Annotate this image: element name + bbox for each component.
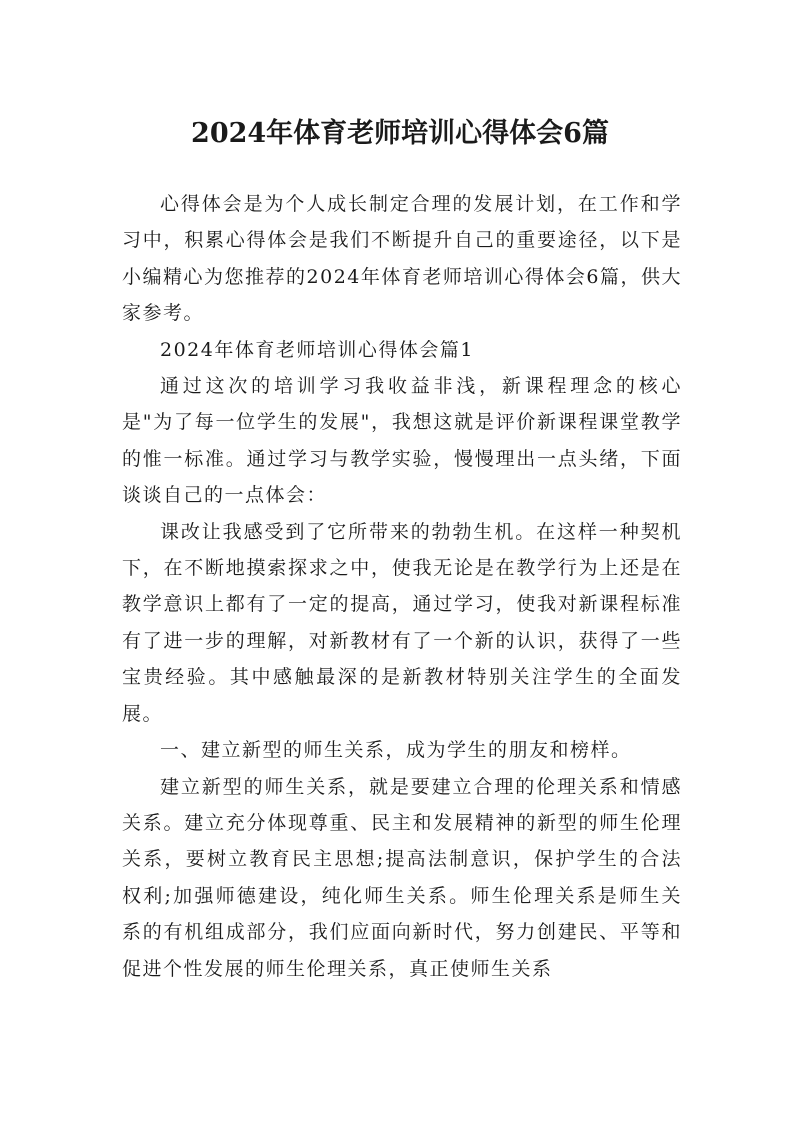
document-title: 2024年体育老师培训心得体会6篇 [191, 118, 609, 150]
paragraph-intro: 心得体会是为个人成长制定合理的发展计划，在工作和学习中，积累心得体会是我们不断提升自己的重要途径，以下是小编精心为您推荐的2024年体育老师培训心得体会6篇，供大家参考。 [122, 193, 682, 325]
subheading-teacher-student-relationship: 一、建立新型的师生关系，成为学生的朋友和榜样。 [160, 739, 632, 762]
paragraph-training-reflection: 通过这次的培训学习我收益非浅，新课程理念的核心是"为了每一位学生的发展"，我想这就是评价新课程课堂教学的惟一标准。通过学习与教学实验，慢慢理出一点头绪，下面谈谈自己的一点体会： [122, 375, 682, 507]
paragraph-teacher-student-relationship: 建立新型的师生关系，就是要建立合理的伦理关系和情感关系。建立充分体现尊重、民主和发展精神的新型的师生伦理关系，要树立教育民主思想;提高法制意识，保护学生的合法权利;加强师德建设，纯化师生关系。师生伦理关系是师生关系的有机组成部分，我们应面向新时代，努力创建民、平等和促进个性发展的师生伦理关系，真正使师生关系 [122, 775, 682, 980]
paragraph-curriculum-reform: 课改让我感受到了它所带来的勃勃生机。在这样一种契机下，在不断地摸索探求之中，使我无论是在教学行为上还是在教学意识上都有了一定的提高，通过学习，使我对新课程标准有了进一步的理解，对新教材有了一个新的认识，获得了一些宝贵经验。其中感触最深的是新教材特别关注学生的全面发展。 [122, 520, 682, 725]
section-heading-part-1: 2024年体育老师培训心得体会篇1 [160, 338, 474, 361]
document-body [122, 186, 682, 987]
